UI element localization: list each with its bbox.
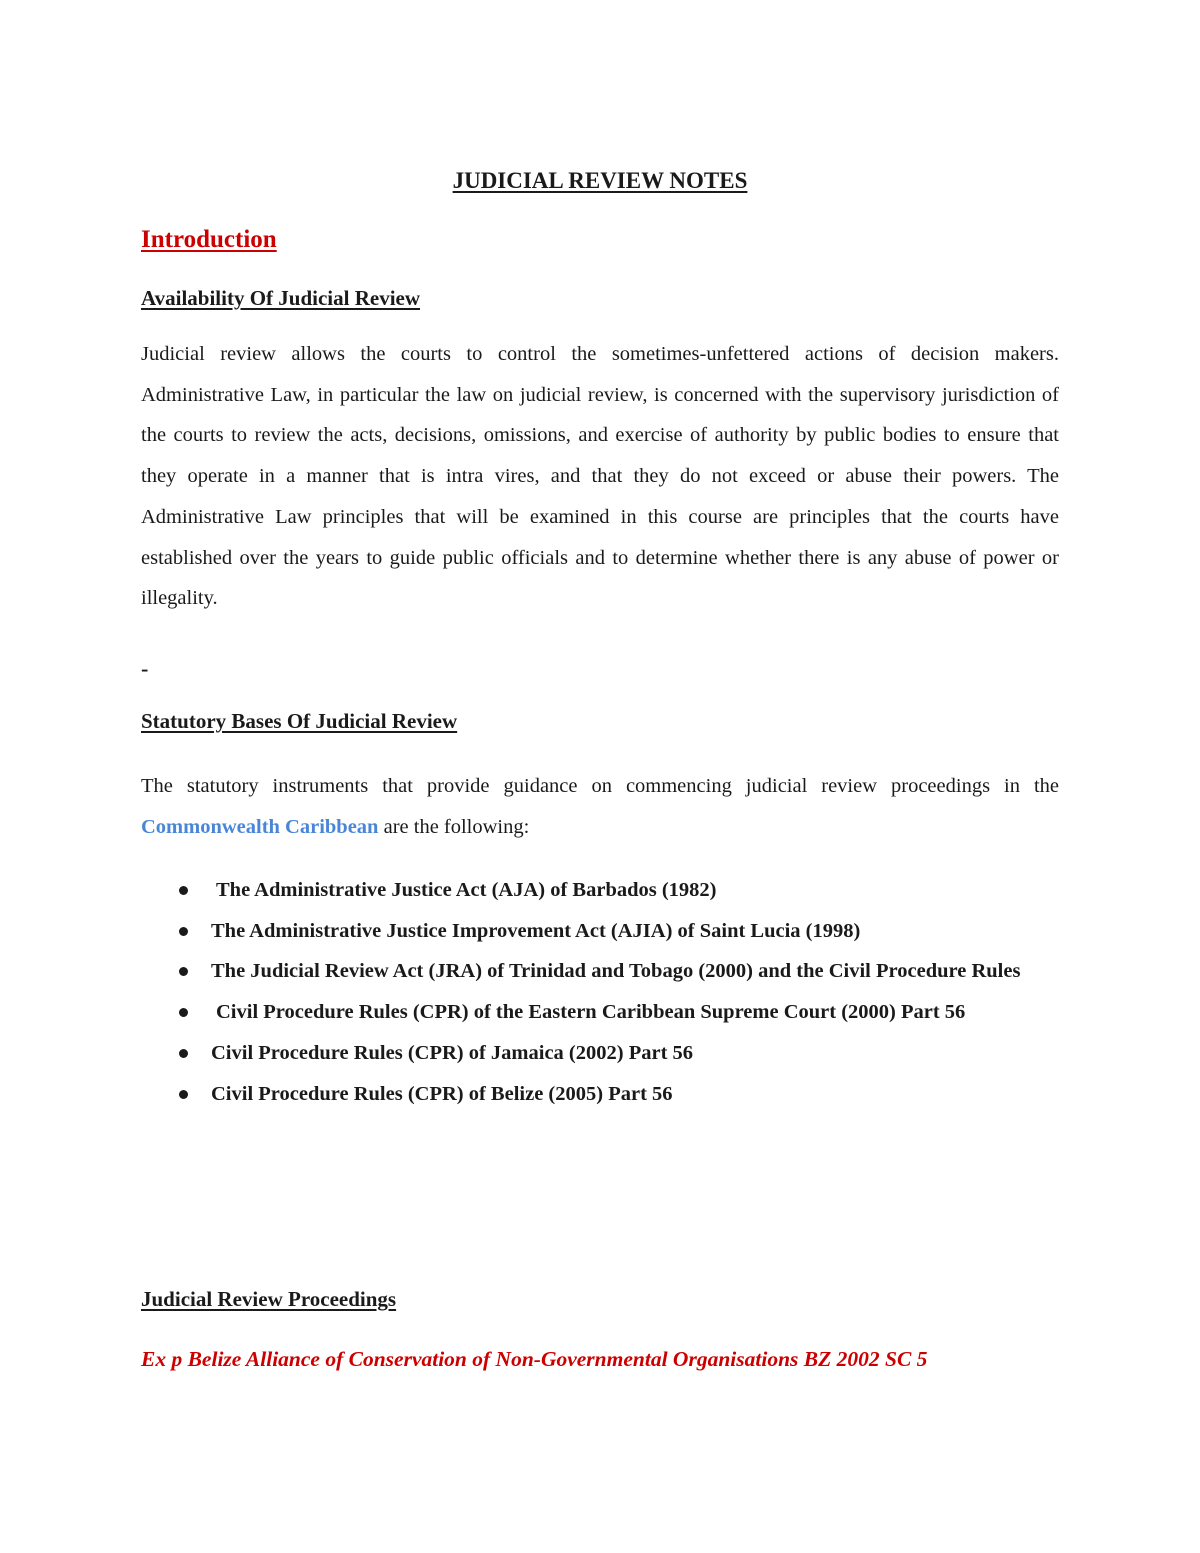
introduction-heading: Introduction <box>141 226 277 253</box>
list-item-text: Civil Procedure Rules (CPR) of the Eastern Caribbean Supreme Court (2000) Part 56 <box>216 1001 966 1024</box>
separator-dash: - <box>141 656 149 681</box>
list-item-text: The Administrative Justice Act (AJA) of Barbados (1982) <box>216 879 717 901</box>
proceedings-heading: Judicial Review Proceedings <box>141 1287 397 1311</box>
statutory-paragraph <box>141 766 1059 847</box>
list-item <box>141 1033 1059 1074</box>
statutory-paragraph-end: are the following: <box>383 815 530 838</box>
bullet-icon <box>179 886 188 895</box>
list-item-text: The Administrative Justice Improvement Act (AJIA) of Saint Lucia (1998) <box>211 919 861 942</box>
document-title: JUDICIAL REVIEW NOTES <box>452 168 748 193</box>
commonwealth-caribbean-highlight: Commonwealth Caribbean <box>141 815 379 838</box>
list-item-text: Civil Procedure Rules (CPR) of Jamaica (2002) Part 56 <box>211 1041 694 1064</box>
list-item <box>141 911 1059 952</box>
list-item-text: The Judicial Review Act (JRA) of Trinidad and Tobago (2000) and the Civil Procedure Rules <box>211 960 1021 983</box>
list-item <box>141 870 1059 911</box>
bullet-icon <box>179 1008 188 1017</box>
availability-heading: Availability Of Judicial Review <box>141 286 421 310</box>
bullet-icon <box>179 927 188 936</box>
list-item-text: Civil Procedure Rules (CPR) of Belize (2005) Part 56 <box>211 1082 673 1105</box>
bullet-icon <box>179 1049 188 1058</box>
list-item <box>141 1074 1059 1115</box>
availability-paragraph: Judicial review allows the courts to control the sometimes-unfettered actions of decision makers. Administrative Law, in particular the law on judicial review, is concerned with the supervisory jurisdiction of the courts to review the acts, decisions, omissions, and exercise of authority by public bodies to ensure that they operate in a manner that is intra vires, and that they do not exceed or abuse their powers. The Administrative Law principles that will be examined in this course are principles that the courts have established over the years to guide public officials and to determine whether there is any abuse of power or illegality. <box>141 343 1059 610</box>
bullet-icon <box>179 967 188 976</box>
statutory-heading: Statutory Bases Of Judicial Review <box>141 709 458 733</box>
list-item <box>141 992 1059 1033</box>
statutory-paragraph-start: The statutory instruments that provide guidance on commencing judicial review proceedings in the <box>141 775 1059 797</box>
bullet-icon <box>179 1090 188 1099</box>
case-citation: Ex p Belize Alliance of Conservation of Non-Governmental Organisations BZ 2002 SC 5 <box>141 1347 928 1371</box>
list-item <box>141 951 1059 992</box>
statutory-instruments-list <box>141 870 1059 1114</box>
